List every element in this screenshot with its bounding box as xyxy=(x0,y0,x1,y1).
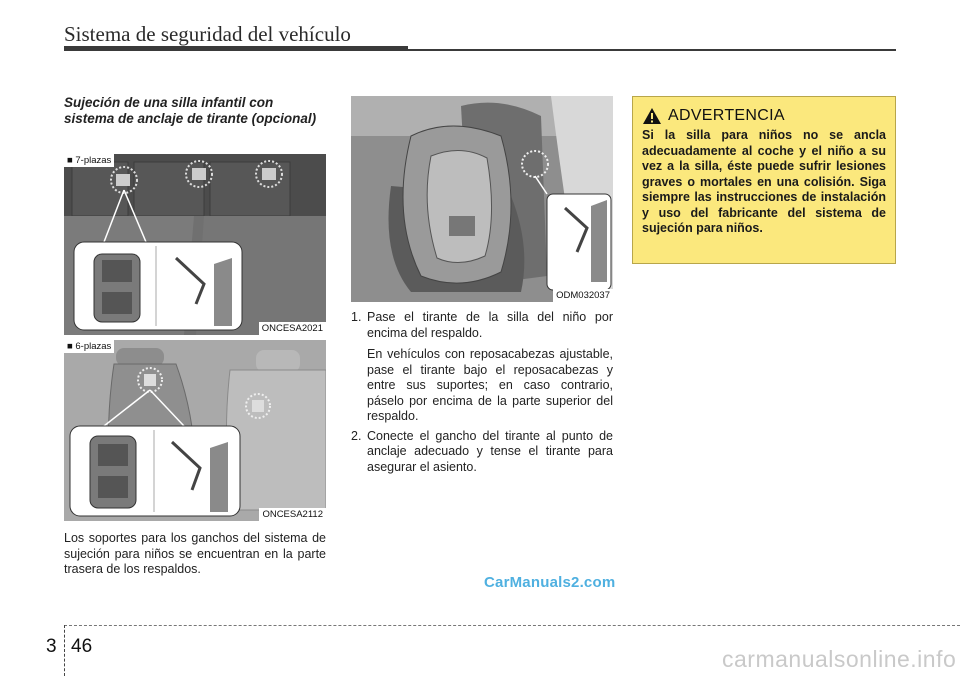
instruction-steps xyxy=(351,310,613,481)
figure-six-seat xyxy=(64,340,326,521)
figure-child-seat xyxy=(351,96,613,302)
step-text: Conecte el gancho del tirante al punto de anclaje adecuado y tense el tirante para asegurar el asiento. xyxy=(367,428,613,474)
figure-code-six-seat: ONCESA2112 xyxy=(259,508,326,521)
page-section-number: 3 xyxy=(46,636,57,657)
step-2 xyxy=(351,429,613,476)
warning-header xyxy=(642,107,886,125)
figure-label-seven-seat: ■ 7-plazas xyxy=(64,154,114,167)
figure-code-child-seat: ODM032037 xyxy=(553,289,613,302)
warning-triangle-icon xyxy=(642,107,662,125)
footer-watermark: carmanualsonline.info xyxy=(722,646,957,672)
footer-rule xyxy=(64,625,960,626)
page-number-separator xyxy=(64,625,65,676)
warning-box xyxy=(632,96,896,264)
warning-title: ADVERTENCIA xyxy=(668,107,785,124)
page-number: 46 xyxy=(71,636,93,657)
section-title: Sujeción de una silla infantil con sistema de anclaje de tirante (opcional) xyxy=(64,95,317,126)
captain-seats-illustration xyxy=(64,340,326,521)
left-paragraph: Los soportes para los ganchos del sistema de sujeción para niños se encuentran en la parte trasera de los respaldos. xyxy=(64,531,326,576)
warning-text: Si la silla para niños no se ancla adecuadamente al coche y el niño a su vez a la silla, éste puede sufrir lesiones graves o mortales en una colisión. Siga siempre las instrucciones de instalación y uso del fabricante del sistema de sujeción para niños. xyxy=(642,128,886,235)
figure-label-six-seat: ■ 6-plazas xyxy=(64,340,114,353)
page-header-title: Sistema de seguridad del vehículo xyxy=(64,22,351,46)
child-seat-illustration xyxy=(351,96,613,302)
header-rule-thin xyxy=(408,49,896,51)
step-text: Pase el tirante de la silla del niño por encima del respaldo. xyxy=(367,310,613,340)
cargo-area-illustration xyxy=(64,154,326,335)
figure-seven-seat xyxy=(64,154,326,335)
figure-code-seven-seat: ONCESA2021 xyxy=(259,322,326,335)
step-number: 1. xyxy=(351,310,362,324)
header-rule-thick xyxy=(64,46,408,51)
step-1 xyxy=(351,310,613,341)
site-watermark: CarManuals2.com xyxy=(484,574,616,591)
step-number: 2. xyxy=(351,428,362,443)
step-1-note: En vehículos con reposacabezas ajustable, pase el tirante bajo el reposacabezas y entre sus suportes; en caso contrario, páselo por encima de la parte superior del respaldo. xyxy=(367,347,613,423)
